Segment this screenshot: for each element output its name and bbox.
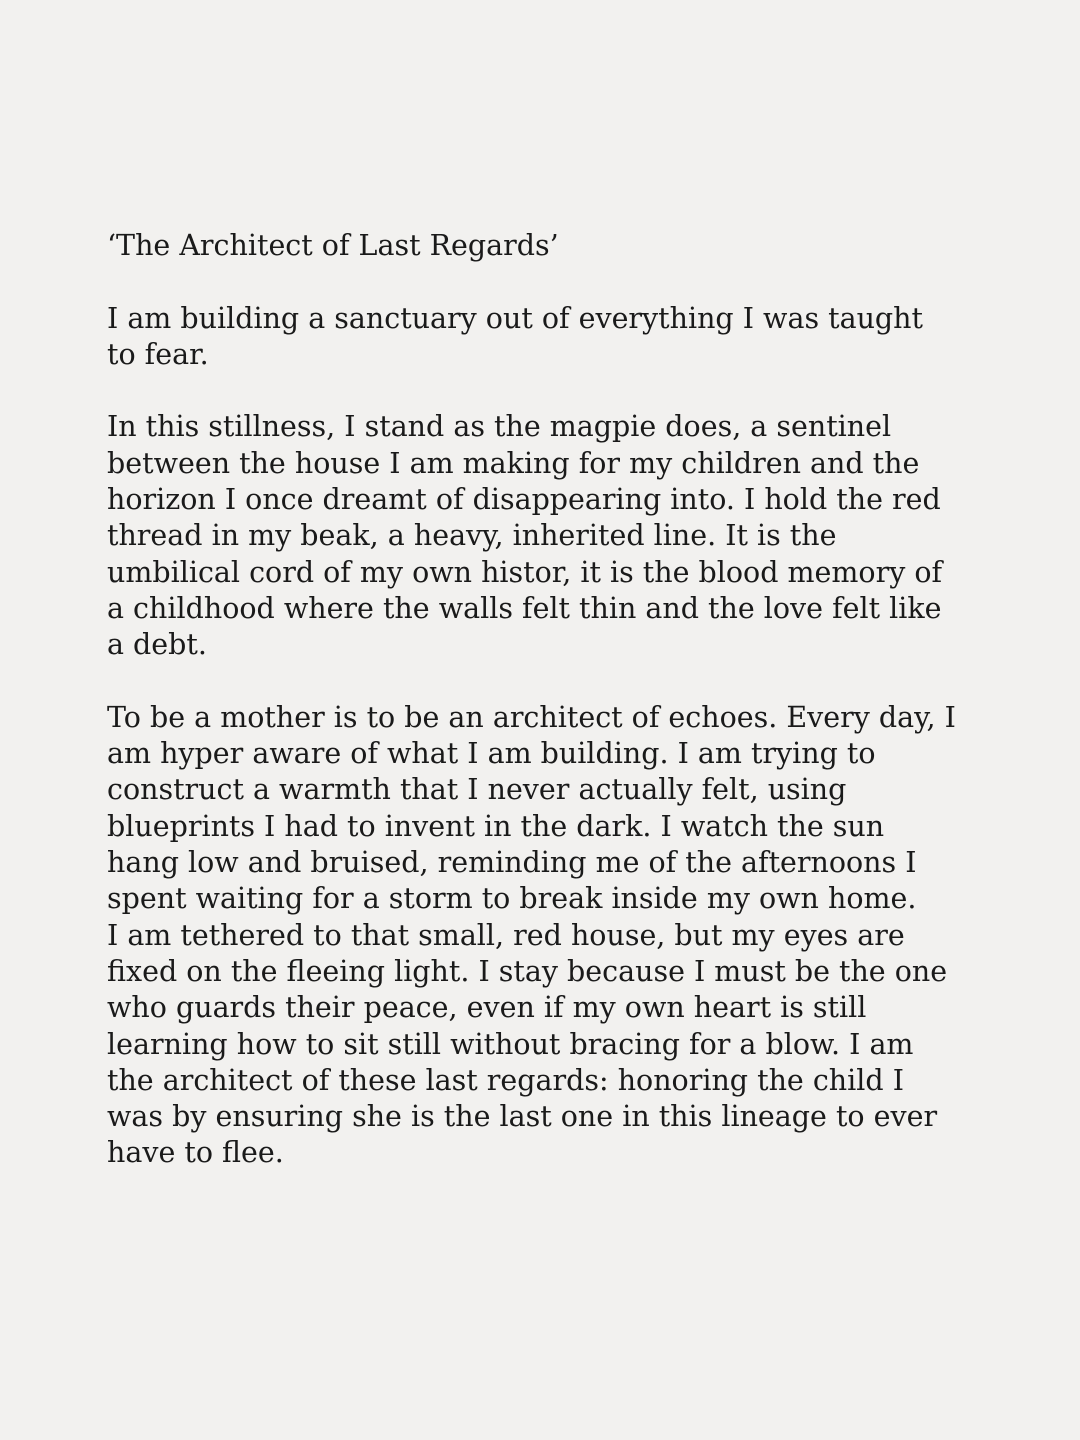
text-line: the architect of these last regards: honoring the child I: [107, 1063, 904, 1097]
text-line: was by ensuring she is the last one in this lineage to ever: [107, 1100, 938, 1134]
paragraph-3: [107, 700, 977, 1172]
text-line: blueprints I had to invent in the dark. I watch the sun: [107, 809, 885, 843]
text-line: In this stillness, I stand as the magpie does, a sentinel: [107, 410, 892, 444]
text-line: am hyper aware of what I am building. I am trying to: [107, 737, 876, 771]
text-line: To be a mother is to be an architect of echoes. Every day, I: [107, 700, 956, 734]
paragraph-1: [107, 301, 977, 374]
text-line: I am tethered to that small, red house, but my eyes are: [107, 918, 905, 952]
text-line: umbilical cord of my own histor, it is the blood memory of: [107, 555, 943, 589]
text-line: a childhood where the walls felt thin and the love felt like: [107, 591, 942, 625]
text-line: a debt.: [107, 628, 207, 662]
poem-title: ‘The Architect of Last Regards’: [107, 229, 559, 262]
document-page: [107, 228, 977, 1172]
text-line: between the house I am making for my children and the: [107, 446, 920, 480]
text-line: to fear.: [107, 337, 209, 371]
text-line: horizon I once dreamt of disappearing into. I hold the red: [107, 483, 941, 517]
paragraph-2: [107, 409, 977, 663]
text-line: learning how to sit still without bracing for a blow. I am: [107, 1027, 914, 1061]
text-line: have to flee.: [107, 1136, 284, 1170]
text-line: thread in my beak, a heavy, inherited line. It is the: [107, 519, 837, 553]
text-line: hang low and bruised, reminding me of the afternoons I: [107, 846, 917, 880]
text-line: I am building a sanctuary out of everything I was taught: [107, 301, 923, 335]
text-line: fixed on the fleeing light. I stay because I must be the one: [107, 954, 948, 988]
text-line: construct a warmth that I never actually felt, using: [107, 773, 847, 807]
text-line: who guards their peace, even if my own heart is still: [107, 991, 867, 1025]
text-line: spent waiting for a storm to break inside my own home.: [107, 882, 917, 916]
